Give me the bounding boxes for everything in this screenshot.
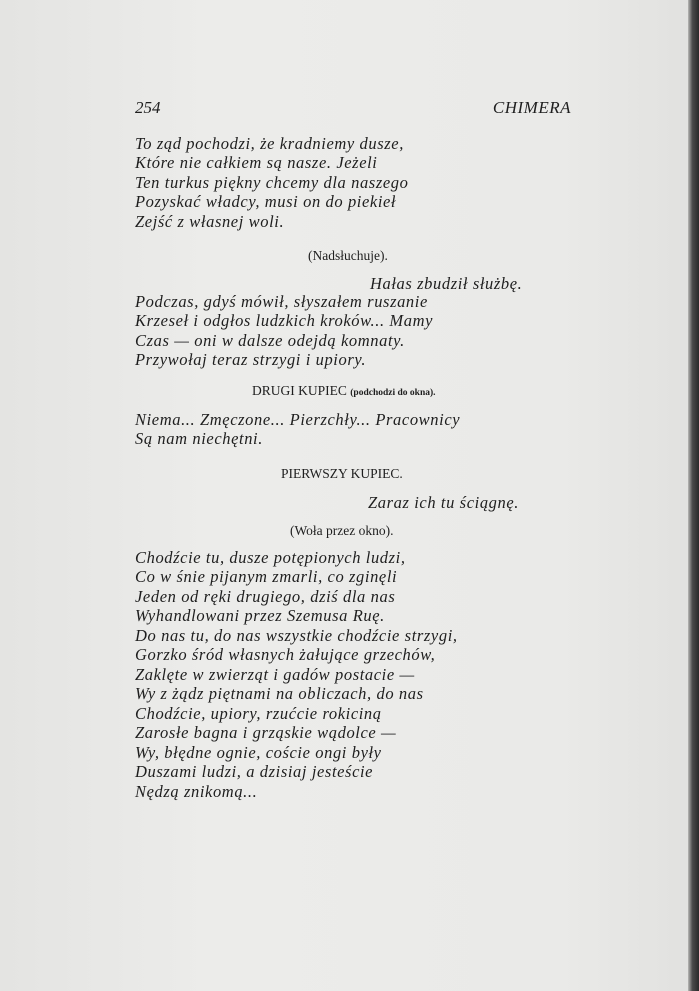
stage-direction: (podchodzi do okna). (350, 388, 436, 398)
verse-line: Podczas, gdyś mówił, słyszałem ruszanie (135, 292, 428, 311)
verse-line: Pozyskać władcy, musi on do piekieł (135, 192, 397, 211)
verse-line: Zarosłe bagna i grząskie wądolce — (135, 723, 397, 742)
verse-line: Zaklęte w zwierząt i gadów postacie — (135, 665, 415, 684)
verse-line: Wyhandlowani przez Szemusa Ruę. (135, 606, 385, 625)
verse-line: Jeden od ręki drugiego, dziś dla nas (135, 587, 396, 606)
verse-line: To ząd pochodzi, że kradniemy dusze, (135, 134, 404, 153)
verse-line: Są nam niechętni. (135, 429, 263, 448)
verse-line: Do nas tu, do nas wszystkie chodźcie strzygi, (135, 626, 458, 645)
running-title: CHIMERA (492, 98, 571, 117)
verse-line: Zaraz ich tu ściągnę. (368, 493, 520, 512)
verse-line: Duszami ludzi, a dzisiaj jesteście (135, 762, 374, 781)
verse-line: Niema... Zmęczone... Pierzchły... Pracownicy (135, 410, 461, 429)
verse-line: Zejść z własnej woli. (135, 212, 285, 231)
speaker-heading (252, 383, 436, 399)
speaker-name: PIERWSZY KUPIEC. (281, 466, 403, 481)
verse-line: Wy, błędne ognie, coście ongi były (135, 743, 382, 762)
stage-direction: (Nadsłuchuje). (308, 248, 388, 263)
verse-line: Wy z żądz piętnami na obliczach, do nas (135, 684, 424, 703)
verse-line: Które nie całkiem są nasze. Jeżeli (135, 153, 378, 172)
verse-line: Krzeseł i odgłos ludzkich kroków... Mamy (135, 311, 434, 330)
verse-line: Gorzko śród własnych żałujące grzechów, (135, 645, 436, 664)
verse-line: Chodźcie tu, dusze potępionych ludzi, (135, 548, 406, 567)
verse-line: Hałas zbudził służbę. (370, 274, 523, 293)
page-number: 254 (135, 98, 161, 117)
verse-line: Przywołaj teraz strzygi i upiory. (135, 350, 367, 369)
verse-line: Co w śnie pijanym zmarli, co zginęli (135, 567, 398, 586)
verse-line: Ten turkus piękny chcemy dla naszego (135, 173, 409, 192)
verse-line: Chodźcie, upiory, rzućcie rokiciną (135, 704, 382, 723)
verse-line: Nędzą znikomą... (135, 782, 258, 801)
stage-direction: (Woła przez okno). (290, 523, 394, 538)
speaker-name: DRUGI KUPIEC (252, 383, 347, 398)
book-edge (688, 0, 699, 991)
verse-line: Czas — oni w dalsze odejdą komnaty. (135, 331, 405, 350)
